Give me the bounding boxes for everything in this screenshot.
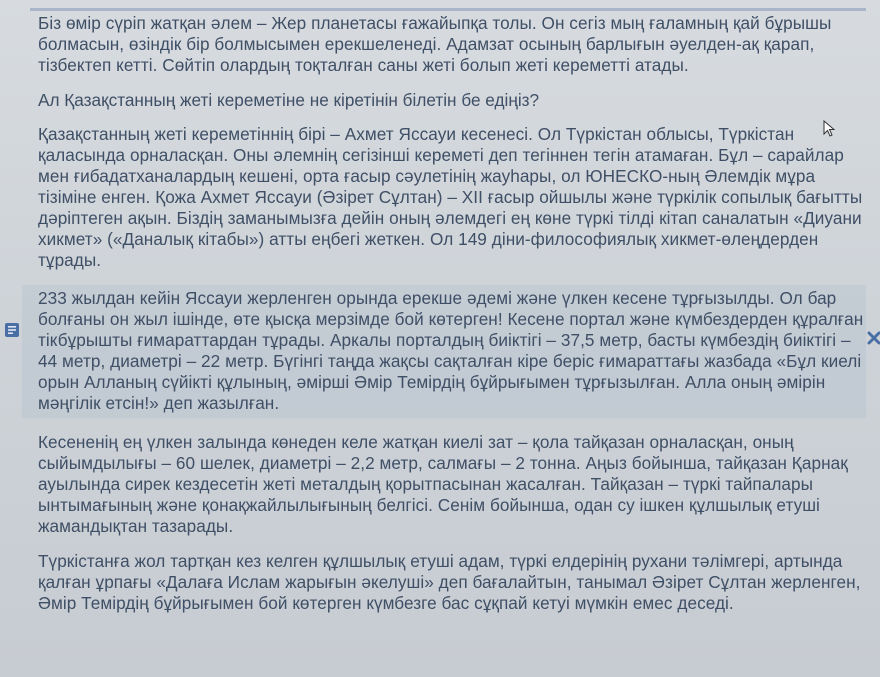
- book-icon[interactable]: [2, 320, 22, 340]
- mouse-cursor-icon: [823, 120, 837, 138]
- paragraph-intro: Біз өмір сүріп жатқан әлем – Жер планетасы ғажайыпқа толы. Он сегіз мың ғаламның қай бұрышы болмасын, өзіндік бір болмысымен ерекшеленеді. Адамзат осының барлығын әуелден-ақ қарап, тізбектеп кетті. Сөйтіп олардың тоқталған саны жеті болып жеті кереметті атады.: [30, 8, 866, 76]
- paragraph-pilgrims: Түркістанға жол тартқан кез келген құлшылық етуші адам, түркі елдерінің рухани тәлімгері, артында қалған ұрпағы «Далаға Ислам жарығын әкелуші» деп бағалайтын, танымал Әзірет Сұлтан жерленген, Әмір Темірдің бұйрығымен бой көтерген күмбезге бас сұқпай кетуі мүмкін емес деседі.: [38, 551, 861, 613]
- paragraph-yassawi-intro: Қазақстанның жеті кереметіннің бірі – Ахмет Яссауи кесенесі. Ол Түркістан облысы, Түркістан қаласында орналасқан. Оны әлемнің сегізінші кереметі деп тегіннен тегін атамаған. Бұл – сарайлар мен ғибадатханалардың кешені, орта ғасыр сәулетінің жауһары, ол ЮНЕСКО-ның Әлемдік мұра тізіміне енген. Қожа Ахмет Яссауи (Әзірет Сұлтан) – XII ғасыр ойшылы және түркілік сопылық бағытты дәріптеген ақын. Біздің заманымызға дейін оның әлемдегі ең көне түркі тілді кітап саналатын «Диуани хикмет» («Даналық кітабы») атты еңбегі жеткен. Ол 149 діни-философиялық хикмет-өлеңдерден тұрады.: [38, 124, 863, 270]
- paragraph-question: Ал Қазақстанның жеті кереметіне не кіретінін білетін бе едіңіз?: [38, 90, 540, 110]
- paragraph-mausoleum-construction: 233 жылдан кейін Яссауи жерленген орында ерекше әдемі және үлкен кесене тұрғызылды. Ол бар болғаны он жыл ішінде, өте қысқа мерзімде бой көтерген! Кесене портал және күмбездерден құралған тікбұрышты ғимараттардан тұрады. Аркалы порталдың биіктігі – 37,5 метр, басты күмбездің биіктігі – 44 метр, диаметрі – 22 метр. Бүгінгі таңда жақсы сақталған кіре беріс ғимараттағы жазбада «Бұл киелі орын Алланың сүйікті құлының, әмірші Әмір Темірдің бұйрығымен тұрғызылған. Алла оның әмірін мәңгілік етсін!» деп жазылған.: [22, 285, 866, 418]
- close-icon[interactable]: [866, 330, 880, 346]
- paragraph-taikazan: Кесененің ең үлкен залында көнеден келе жатқан киелі зат – қола тайқазан орналасқан, оның сыйымдылығы – 60 шелек, диаметрі – 2,2 метр, салмағы – 2 тонна. Аңыз бойынша, тайқазан Қарнақ ауылында сирек кездесетін жеті металдың қорытпасынан жасалған. Тайқазан – түркі тайпалары ынтымағының және қонақжайлылығының белгісі. Сенім бойынша, одан су ішкен құлшылық етуші жамандықтан тазарады.: [38, 432, 848, 536]
- document-page: [30, 8, 866, 628]
